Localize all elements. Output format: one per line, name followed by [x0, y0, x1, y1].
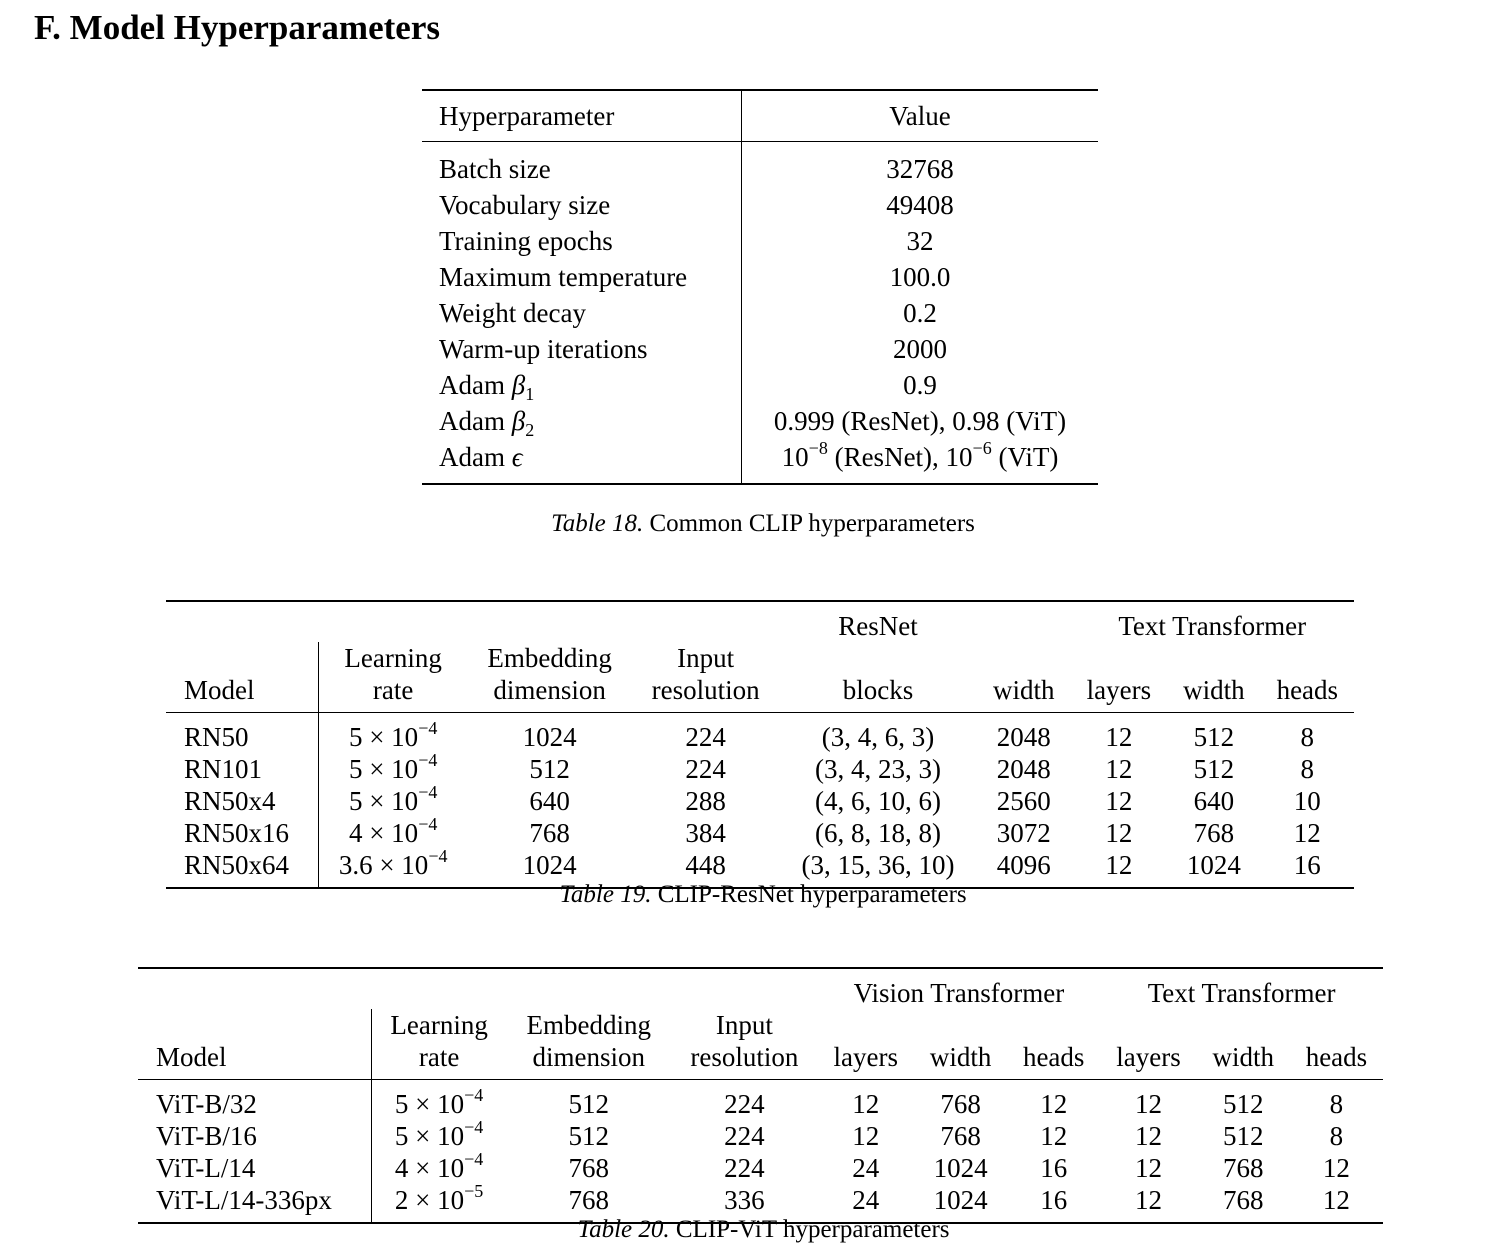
- text-heads: 12: [1293, 818, 1321, 848]
- lr-coefficient: 3.6 × 10: [338, 850, 429, 880]
- vision-layers: 12: [852, 1089, 880, 1119]
- vision-heads: 16: [1040, 1185, 1068, 1215]
- value-exponent: −8: [808, 438, 828, 458]
- header-hyperparameter: Hyperparameter: [422, 90, 742, 142]
- text-heads: 8: [1300, 722, 1315, 752]
- text-layers: 12: [1105, 722, 1133, 752]
- text-layers: 12: [1134, 1185, 1162, 1215]
- learning-rate: [319, 782, 467, 817]
- input-resolution: 288: [685, 786, 726, 816]
- value-text: (ResNet),: [827, 442, 946, 472]
- lr-exponent: −4: [464, 1117, 484, 1137]
- model-name: RN101: [166, 753, 319, 785]
- header-layers: layers: [1070, 642, 1167, 713]
- model-name: RN50x16: [166, 817, 319, 849]
- table-row: [422, 142, 1098, 188]
- lr-exponent: −4: [418, 814, 438, 834]
- table-row: [166, 785, 1354, 817]
- header-vision-heads: heads: [1007, 1009, 1100, 1080]
- table-row: [422, 223, 1098, 259]
- param-value: 100.0: [889, 262, 951, 292]
- table-row: [422, 367, 1098, 403]
- table-header-row: [138, 1009, 1383, 1080]
- embedding-dimension: 768: [529, 818, 570, 848]
- value-exponent: −6: [972, 438, 992, 458]
- param-value: [742, 439, 1099, 484]
- param-name: Maximum temperature: [422, 259, 742, 295]
- section-title: F. Model Hyperparameters: [34, 8, 440, 47]
- lr-exponent: −4: [418, 782, 438, 802]
- lr-exponent: −4: [464, 1149, 484, 1169]
- lr-exponent: −5: [464, 1181, 484, 1201]
- header-vision-width: width: [914, 1009, 1007, 1080]
- text-width: 1024: [1186, 850, 1241, 880]
- text-heads: 8: [1329, 1121, 1344, 1151]
- header-model: Model: [138, 1009, 371, 1080]
- table-row: [166, 713, 1354, 754]
- table-row: [138, 1152, 1383, 1184]
- text-width: 512: [1193, 722, 1235, 752]
- resnet-blocks: (3, 4, 23, 3): [815, 754, 942, 784]
- embedding-dimension: 1024: [522, 850, 577, 880]
- param-value: 2000: [893, 334, 947, 364]
- header-text-transformer: Text Transformer: [1147, 978, 1336, 1008]
- text-heads: 12: [1322, 1185, 1350, 1215]
- input-resolution: 384: [685, 818, 726, 848]
- table-row: [422, 187, 1098, 223]
- table-header-row: [166, 601, 1354, 642]
- resnet-blocks: (6, 8, 18, 8): [815, 818, 942, 848]
- text-width: 768: [1193, 818, 1235, 848]
- header-text-width: width: [1167, 642, 1260, 713]
- model-name: ViT-L/14-336px: [138, 1184, 371, 1223]
- embedding-dimension: 768: [568, 1185, 610, 1215]
- param-value: 0.2: [903, 298, 937, 328]
- input-resolution: 224: [685, 722, 726, 752]
- model-name: RN50x4: [166, 785, 319, 817]
- table-row: [166, 817, 1354, 849]
- header-value: Value: [742, 90, 1099, 142]
- table-row: [422, 439, 1098, 484]
- table-row: [422, 331, 1098, 367]
- embedding-dimension: 512: [529, 754, 570, 784]
- text-heads: 12: [1322, 1153, 1350, 1183]
- header-input-resolution: Input resolution: [632, 642, 779, 713]
- table-header-row: [166, 642, 1354, 713]
- model-name: ViT-L/14: [138, 1152, 371, 1184]
- embedding-dimension: 512: [568, 1089, 610, 1119]
- embedding-dimension: 1024: [522, 722, 577, 752]
- text-layers: 12: [1134, 1089, 1162, 1119]
- text-layers: 12: [1105, 754, 1133, 784]
- header-input-resolution: Input resolution: [671, 1009, 817, 1080]
- lr-coefficient: 5 × 10: [394, 1089, 465, 1119]
- header-text-transformer: Text Transformer: [1118, 611, 1307, 641]
- model-name: RN50: [166, 713, 319, 754]
- header-embedding-dimension: Embedding dimension: [467, 642, 633, 713]
- text-heads: 16: [1293, 850, 1321, 880]
- learning-rate: [319, 713, 467, 754]
- lr-coefficient: 5 × 10: [348, 722, 419, 752]
- caption-text: Common CLIP hyperparameters: [643, 510, 975, 537]
- param-value: 32: [906, 226, 934, 256]
- header-learning-rate: Learning rate: [371, 1009, 506, 1080]
- clip-resnet-hyperparameters-table: [166, 600, 1354, 889]
- table-row: [422, 259, 1098, 295]
- vision-layers: 12: [852, 1121, 880, 1151]
- header-text-width: width: [1197, 1009, 1290, 1080]
- text-layers: 12: [1134, 1153, 1162, 1183]
- embedding-dimension: 640: [529, 786, 570, 816]
- param-subscript: 1: [525, 384, 535, 404]
- caption-text: CLIP-ResNet hyperparameters: [651, 881, 967, 908]
- model-name: ViT-B/16: [138, 1120, 371, 1152]
- vision-width: 768: [940, 1121, 981, 1151]
- vision-heads: 12: [1040, 1089, 1068, 1119]
- model-name: ViT-B/32: [138, 1080, 371, 1121]
- input-resolution: 224: [724, 1089, 765, 1119]
- table-row: [138, 1120, 1383, 1152]
- embedding-dimension: 512: [568, 1121, 610, 1151]
- table-19-caption: [166, 881, 1360, 909]
- vision-width: 1024: [933, 1185, 988, 1215]
- value-base: 10: [945, 442, 973, 472]
- model-name: RN50x64: [166, 849, 319, 888]
- resnet-width: 2048: [996, 722, 1051, 752]
- text-width: 640: [1193, 786, 1235, 816]
- caption-label: Table 19.: [559, 881, 652, 908]
- param-text: Adam: [439, 442, 505, 472]
- text-heads: 10: [1293, 786, 1321, 816]
- input-resolution: 224: [724, 1153, 765, 1183]
- header-embedding-dimension: Embedding dimension: [506, 1009, 671, 1080]
- table-row: [138, 1080, 1383, 1121]
- text-layers: 12: [1105, 850, 1133, 880]
- resnet-width: 2560: [996, 786, 1051, 816]
- table-row: [422, 403, 1098, 439]
- param-subscript: 2: [525, 420, 535, 440]
- lr-coefficient: 5 × 10: [348, 754, 419, 784]
- vision-heads: 12: [1040, 1121, 1068, 1151]
- param-name: Batch size: [422, 142, 742, 188]
- resnet-blocks: (4, 6, 10, 6): [815, 786, 942, 816]
- header-heads: heads: [1261, 642, 1354, 713]
- param-name: [422, 367, 742, 403]
- header-text-layers: layers: [1100, 1009, 1197, 1080]
- clip-vit-hyperparameters-table: [138, 967, 1383, 1224]
- lr-coefficient: 5 × 10: [394, 1121, 465, 1151]
- vision-width: 768: [940, 1089, 981, 1119]
- param-symbol: β: [511, 406, 526, 436]
- lr-coefficient: 4 × 10: [348, 818, 419, 848]
- text-layers: 12: [1105, 818, 1133, 848]
- text-width: 768: [1223, 1153, 1264, 1183]
- vision-layers: 24: [852, 1185, 880, 1215]
- lr-exponent: −4: [428, 846, 448, 866]
- learning-rate: [371, 1080, 506, 1121]
- value-base: 10: [781, 442, 809, 472]
- lr-exponent: −4: [418, 718, 438, 738]
- lr-coefficient: 4 × 10: [394, 1153, 465, 1183]
- param-symbol: ϵ: [511, 442, 523, 472]
- param-text: Adam: [439, 370, 505, 400]
- text-heads: 8: [1300, 754, 1315, 784]
- value-text: (ViT): [991, 442, 1059, 472]
- lr-exponent: −4: [418, 750, 438, 770]
- resnet-blocks: (3, 15, 36, 10): [801, 850, 955, 880]
- input-resolution: 224: [685, 754, 726, 784]
- lr-exponent: −4: [464, 1085, 484, 1105]
- lr-coefficient: 2 × 10: [394, 1185, 465, 1215]
- table-20-caption: [138, 1216, 1389, 1244]
- input-resolution: 224: [724, 1121, 765, 1151]
- param-name: [422, 439, 742, 484]
- text-width: 512: [1193, 754, 1235, 784]
- param-name: Vocabulary size: [422, 187, 742, 223]
- table-header-row: [138, 968, 1383, 1009]
- header-resnet: ResNet: [838, 611, 918, 641]
- learning-rate: [371, 1149, 506, 1184]
- text-width: 512: [1223, 1089, 1264, 1119]
- param-symbol: β: [511, 370, 526, 400]
- header-model: Model: [166, 642, 319, 713]
- param-name: Warm-up iterations: [422, 331, 742, 367]
- header-learning-rate: Learning rate: [319, 642, 467, 713]
- input-resolution: 336: [724, 1185, 765, 1215]
- lr-coefficient: 5 × 10: [348, 786, 419, 816]
- vision-heads: 16: [1040, 1153, 1068, 1183]
- caption-label: Table 20.: [577, 1216, 670, 1243]
- param-name: Training epochs: [422, 223, 742, 259]
- param-value: 0.999 (ResNet), 0.98 (ViT): [773, 406, 1067, 436]
- caption-label: Table 18.: [551, 510, 644, 537]
- table-row: [422, 295, 1098, 331]
- param-text: Adam: [439, 406, 505, 436]
- text-layers: 12: [1134, 1121, 1162, 1151]
- table-row: [166, 753, 1354, 785]
- param-value: 49408: [886, 190, 954, 220]
- text-layers: 12: [1105, 786, 1133, 816]
- embedding-dimension: 768: [568, 1153, 610, 1183]
- param-value: 0.9: [903, 370, 937, 400]
- common-hyperparameters-table: [422, 89, 1098, 485]
- text-width: 768: [1223, 1185, 1264, 1215]
- resnet-blocks: (3, 4, 6, 3): [821, 722, 935, 752]
- resnet-width: 2048: [996, 754, 1051, 784]
- table-18-caption: [422, 510, 1104, 538]
- input-resolution: 448: [685, 850, 726, 880]
- table-header-row: [422, 90, 1098, 142]
- header-vision-transformer: Vision Transformer: [853, 978, 1065, 1008]
- learning-rate: [371, 1117, 506, 1152]
- resnet-width: 3072: [996, 818, 1051, 848]
- resnet-width: 4096: [996, 850, 1051, 880]
- param-name: Weight decay: [422, 295, 742, 331]
- text-heads: 8: [1329, 1089, 1344, 1119]
- header-vision-layers: layers: [818, 1009, 915, 1080]
- header-text-heads: heads: [1290, 1009, 1383, 1080]
- param-name: [422, 403, 742, 439]
- caption-text: CLIP-ViT hyperparameters: [669, 1216, 950, 1243]
- vision-width: 1024: [933, 1153, 988, 1183]
- learning-rate: [319, 814, 467, 849]
- param-value: 32768: [886, 154, 954, 184]
- vision-layers: 24: [852, 1153, 880, 1183]
- learning-rate: [319, 750, 467, 785]
- text-width: 512: [1223, 1121, 1264, 1151]
- header-width: width: [977, 642, 1070, 713]
- header-blocks: blocks: [779, 642, 977, 713]
